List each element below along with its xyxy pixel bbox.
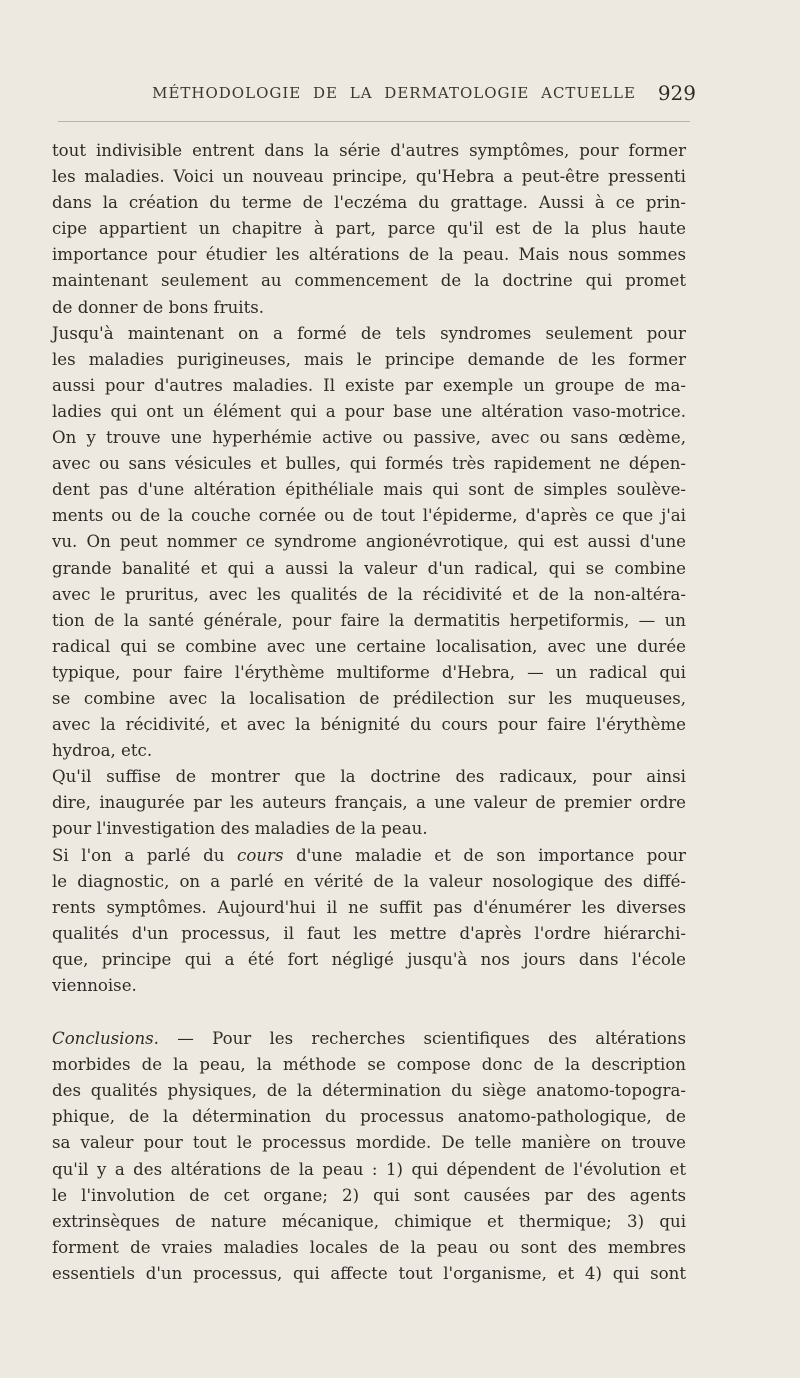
text-line: ladies qui ont un élément qui a pour base une altération vaso-motrice.: [52, 401, 686, 421]
text-line: le diagnostic, on a parlé en vérité de la valeur nosologique des diffé-: [52, 871, 686, 891]
text-line: pour l'investigation des maladies de la peau.: [52, 819, 428, 839]
page-header: [52, 81, 696, 110]
paragraph: [52, 764, 686, 842]
text-line: On y trouve une hyperhémie active ou passive, avec ou sans œdème,: [52, 428, 686, 448]
text-line: phique, de la détermination du processus anatomo-pathologique, de: [52, 1107, 686, 1127]
text-line: rents symptômes. Aujourd'hui il ne suffit pas d'énumérer les diverses: [52, 897, 686, 917]
text-line: ments ou de la couche cornée ou de tout l'épiderme, d'après ce que j'ai: [52, 506, 686, 526]
text-line: cipe appartient un chapitre à part, parce qu'il est de la plus haute: [52, 219, 686, 239]
text-line: vu. On peut nommer ce syndrome angionévrotique, qui est aussi d'une: [52, 532, 686, 552]
text-line: hydroa, etc.: [52, 741, 153, 761]
text-line: dans la création du terme de l'eczéma du grattage. Aussi à ce prin-: [52, 193, 686, 213]
section-heading: Conclusions.: [52, 1029, 159, 1049]
body-text: [52, 138, 686, 1287]
text-line: avec ou sans vésicules et bulles, qui formés très rapidement ne dépen-: [52, 454, 686, 474]
text-line: que, principe qui a été fort négligé jusqu'à nos jours dans l'école: [52, 949, 686, 969]
text-line: Jusqu'à maintenant on a formé de tels syndromes seulement pour: [52, 323, 686, 343]
text-line: des qualités physiques, de la détermination du siège anatomo-topogra-: [52, 1081, 686, 1101]
text-line: extrinsèques de nature mécanique, chimique et thermique; 3) qui: [52, 1211, 686, 1231]
paragraph-gap: [52, 999, 686, 1026]
text-line: de donner de bons fruits.: [52, 297, 265, 317]
text-line: qualités d'un processus, il faut les mettre d'après l'ordre hiérarchi-: [52, 923, 686, 943]
text-segment: — Pour les recherches scientifiques des altérations: [177, 1029, 686, 1049]
text-line: [52, 1026, 686, 1052]
text-line: se combine avec la localisation de prédilection sur les muqueuses,: [52, 688, 686, 708]
paragraph: [52, 138, 686, 321]
italic-term: cours: [237, 845, 284, 865]
text-line: le l'involution de cet organe; 2) qui sont causées par des agents: [52, 1185, 686, 1205]
text-line: tout indivisible entrent dans la série d'autres symptômes, pour former: [52, 141, 686, 160]
text-line: [52, 843, 686, 869]
text-line: Qu'il suffise de montrer que la doctrine des radicaux, pour ainsi: [52, 767, 686, 787]
text-line: dent pas d'une altération épithéliale mais qui sont de simples soulève-: [52, 480, 686, 500]
paragraph: [52, 321, 686, 765]
text-line: viennoise.: [52, 976, 137, 995]
page-number: 929: [657, 81, 696, 105]
text-segment: d'une maladie et de son importance pour: [296, 845, 686, 865]
text-line: les maladies. Voici un nouveau principe, qu'Hebra a peut-être pressenti: [52, 167, 686, 187]
text-line: maintenant seulement au commencement de la doctrine qui promet: [52, 271, 686, 291]
paragraph: [52, 843, 686, 1000]
text-line: avec la récidivité, et avec la bénignité du cours pour faire l'érythème: [52, 715, 686, 735]
text-line: tion de la santé générale, pour faire la dermatitis herpetiformis, — un: [52, 610, 686, 630]
text-line: aussi pour d'autres maladies. Il existe par exemple un groupe de ma-: [52, 375, 686, 395]
text-line: morbides de la peau, la méthode se compose donc de la description: [52, 1055, 686, 1075]
text-line: sa valeur pour tout le processus mordide. De telle manière on trouve: [52, 1133, 686, 1153]
text-line: essentiels d'un processus, qui affecte tout l'organisme, et 4) qui sont: [52, 1263, 686, 1283]
text-line: avec le pruritus, avec les qualités de la récidivité et de la non-altéra-: [52, 584, 686, 604]
text-line: forment de vraies maladies locales de la peau ou sont des membres: [52, 1237, 686, 1257]
text-line: qu'il y a des altérations de la peau : 1) qui dépendent de l'évolution et: [52, 1159, 686, 1179]
text-line: dire, inaugurée par les auteurs français, a une valeur de premier ordre: [52, 793, 686, 813]
text-segment: Si l'on a parlé du: [52, 845, 225, 865]
running-title: MÉTHODOLOGIE DE LA DERMATOLOGIE ACTUELLE: [152, 84, 636, 102]
paragraph: [52, 1026, 686, 1287]
text-line: importance pour étudier les altérations de la peau. Mais nous sommes: [52, 245, 686, 265]
text-line: grande banalité et qui a aussi la valeur d'un radical, qui se combine: [52, 558, 686, 578]
text-line: typique, pour faire l'érythème multiforme d'Hebra, — un radical qui: [52, 662, 686, 682]
header-rule: [58, 121, 690, 122]
text-line: radical qui se combine avec une certaine localisation, avec une durée: [52, 636, 686, 656]
text-line: les maladies purigineuses, mais le principe demande de les former: [52, 349, 686, 369]
